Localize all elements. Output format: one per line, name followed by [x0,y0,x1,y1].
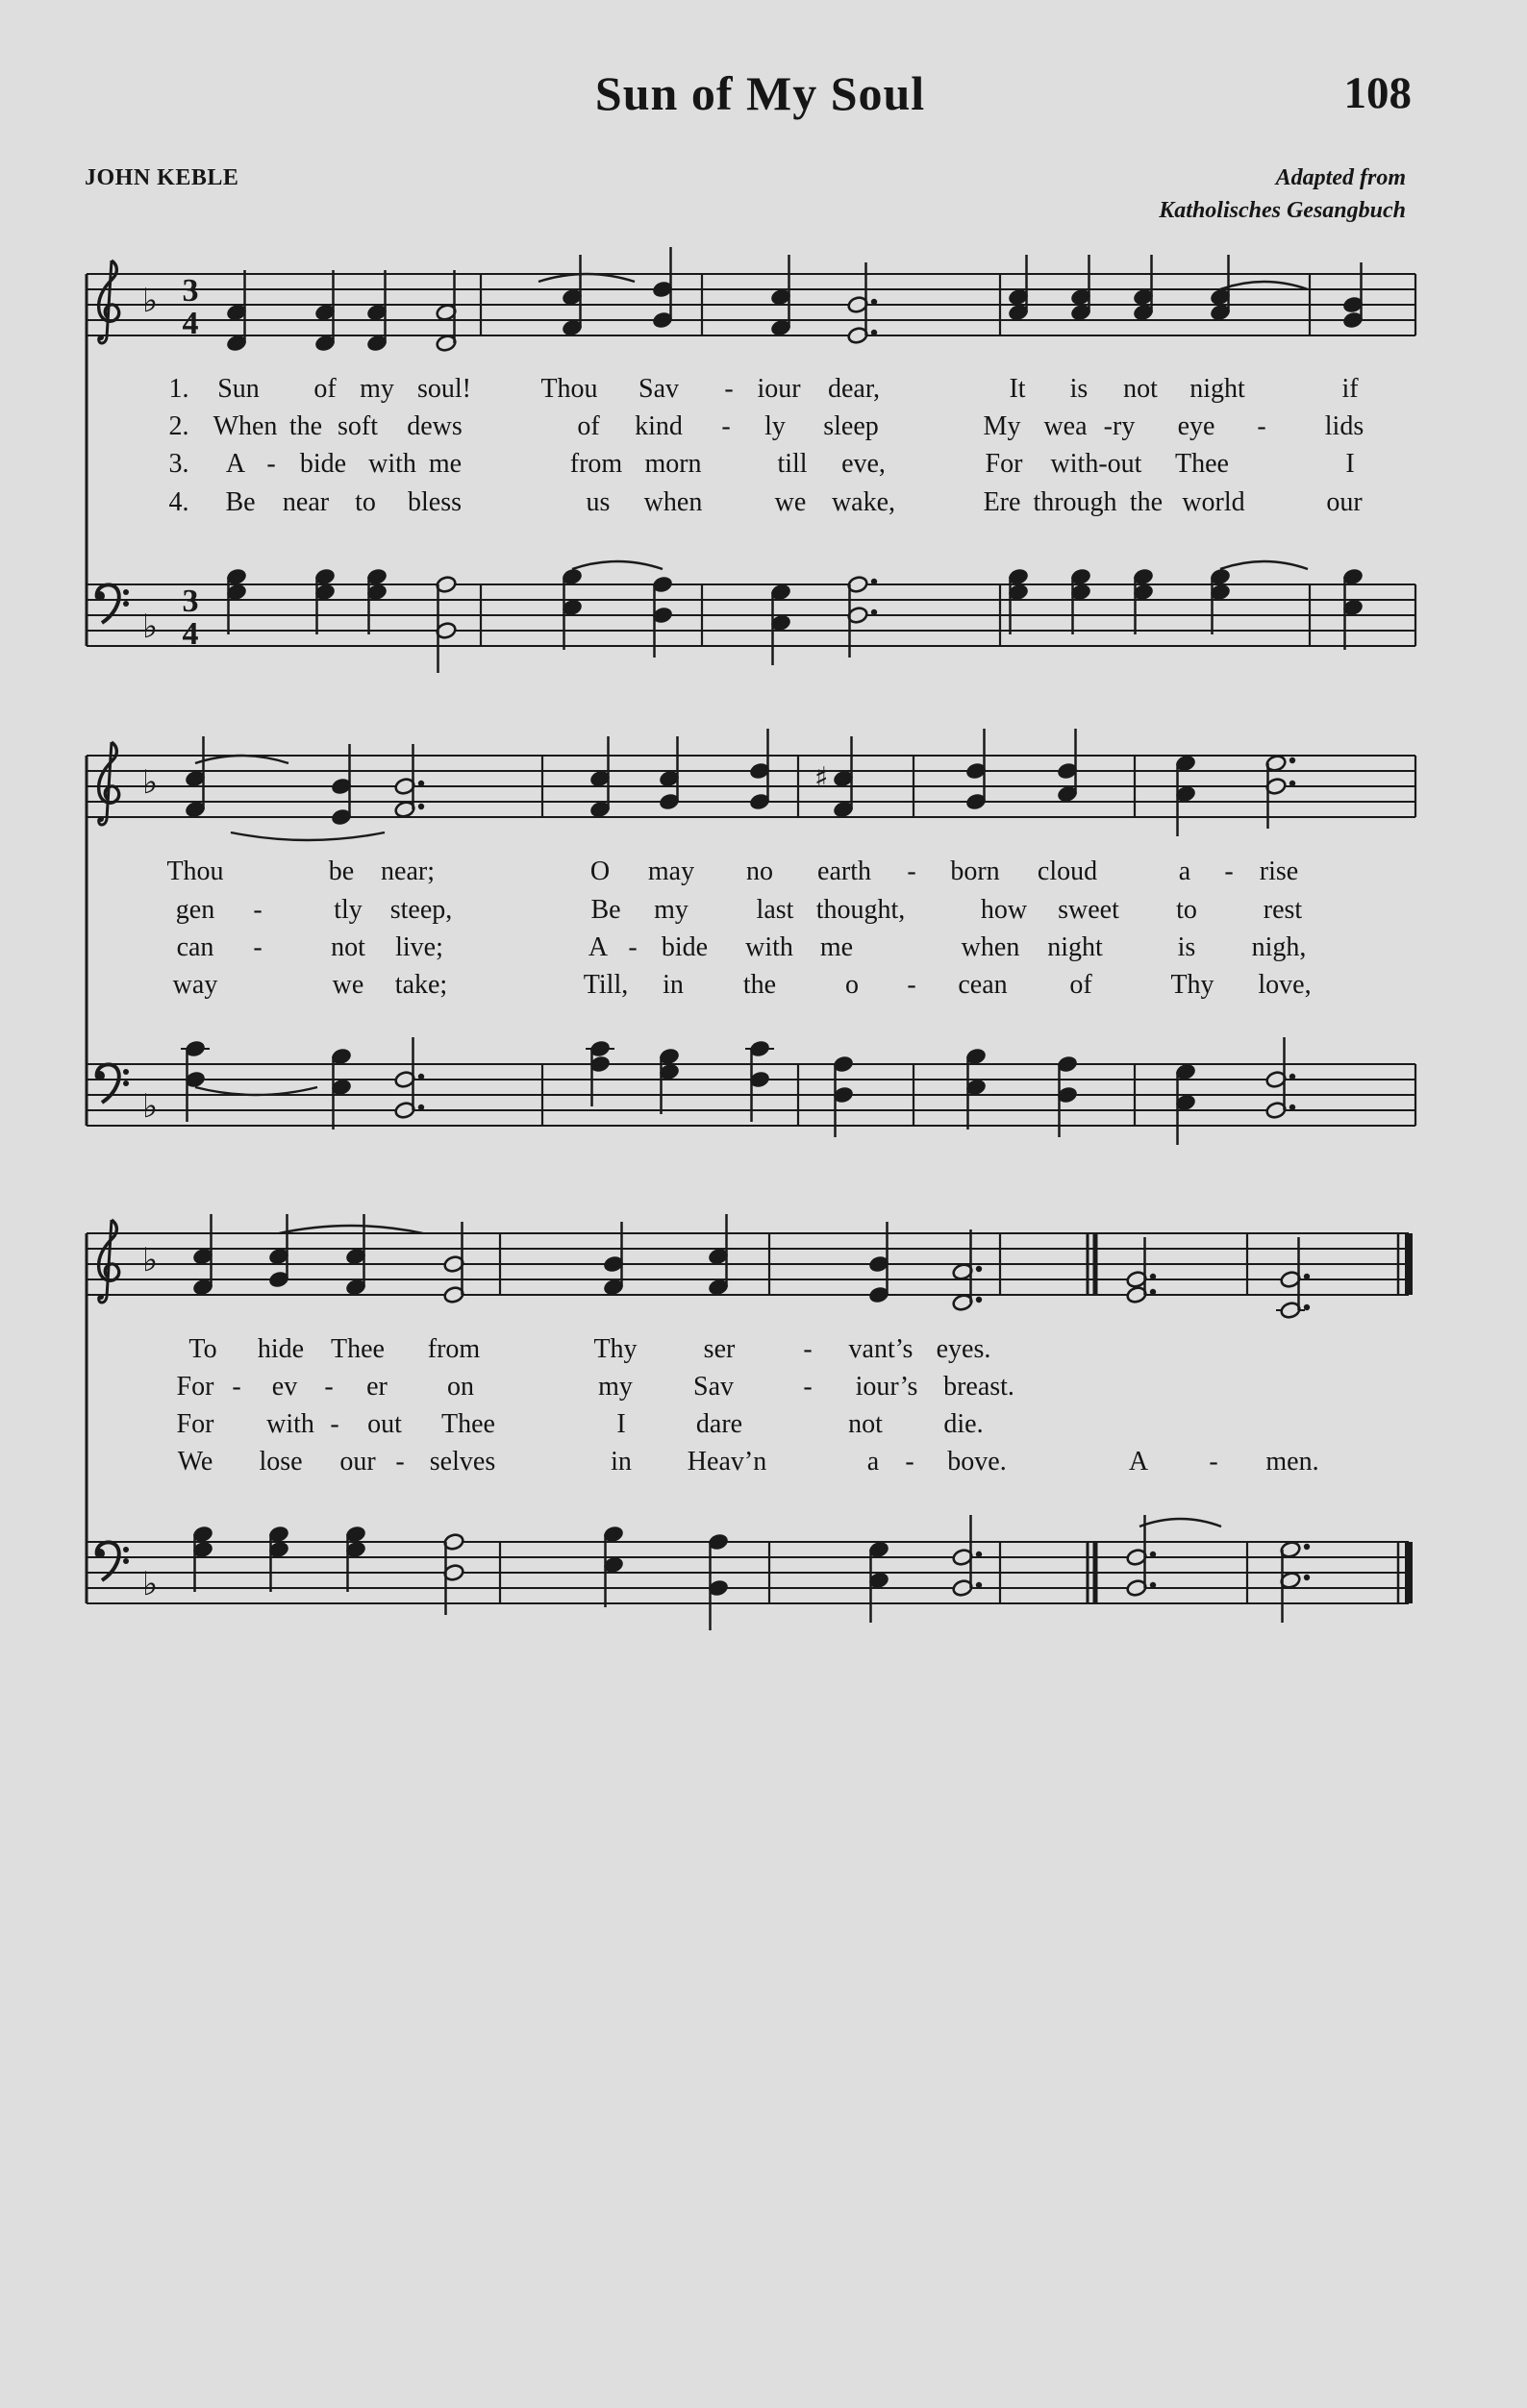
lyric-word: - [721,411,731,441]
lyric-word: eve, [841,449,886,479]
lyric-word: Sav [693,1372,734,1402]
lyric-word: till [777,449,808,479]
lyric-word: live; [395,932,443,962]
augmentation-dot [871,330,877,335]
slur [538,274,635,282]
lyric-word: - [324,1372,334,1402]
lyric-word: To [188,1334,217,1364]
lyric-word: out [367,1409,402,1439]
lyric-word: not [848,1409,883,1439]
lyric-word: gen [175,895,215,925]
lyric-word: wake, [831,487,896,517]
lyric-word: My [983,411,1021,441]
lyric-word: vant’s [848,1334,914,1364]
lyric-word: in [611,1447,632,1477]
lyric-word: For [985,449,1023,479]
augmentation-dot [1304,1274,1310,1279]
lyric-word: me [428,449,463,479]
augmentation-dot [418,804,424,809]
lyric-word: For [176,1372,214,1402]
lyric-word: my [598,1372,633,1402]
lyric-word: ev [271,1372,298,1402]
augmentation-dot [1150,1274,1156,1279]
lyric-word: of [313,374,337,404]
flat-sign: ♭ [142,1241,159,1279]
lyric-word: on [447,1372,474,1402]
flat-sign: ♭ [142,282,159,320]
augmentation-dot [976,1297,982,1303]
lyric-word: - [330,1409,339,1439]
lyric-word: die. [943,1409,984,1439]
lyric-word: 2. [168,411,189,441]
lyric-word: - [628,932,638,962]
lyric-word: It [1009,374,1026,404]
lyric-word: with-out [1050,449,1142,479]
author-name: JOHN KEBLE [85,165,239,190]
lyric-word: hide [257,1334,305,1364]
lyric-word: my [360,374,394,404]
lyric-word: For [176,1409,214,1439]
lyric-word: tly [334,895,363,925]
lyric-word: our [1326,487,1363,517]
credit-line-2: Katholisches Gesangbuch [1159,198,1406,223]
lyric-word: - [253,932,263,962]
hymn-title: Sun of My Soul [594,66,926,120]
lyric-word: 3. [168,449,189,479]
slur [195,756,288,763]
augmentation-dot [871,579,877,584]
augmentation-dot [418,1074,424,1080]
lyric-word: o [845,970,859,1000]
lyric-word: dear, [827,374,881,404]
lyric-word: the [742,970,777,1000]
lyric-word: may [647,856,695,886]
augmentation-dot [1150,1582,1156,1588]
lyric-word: Till, [583,970,629,1000]
lyric-word: Be [225,487,256,517]
lyric-word: thought, [815,895,906,925]
lyric-word: no [746,856,773,886]
lyric-word: lose [259,1447,303,1477]
lyric-word: Thy [593,1334,638,1364]
hymn-number: 108 [1343,68,1412,118]
slur [231,832,385,840]
lyric-word: - [395,1447,405,1477]
lyric-word: dare [695,1409,743,1439]
lyric-word: 1. [168,374,189,404]
lyric-word: We [177,1447,213,1477]
lyric-word: iour’s [855,1372,918,1402]
lyric-word: -ry [1103,411,1136,441]
flat-sign: ♭ [142,1565,159,1603]
credit-line-1: Adapted from [1275,165,1406,190]
lyric-word: - [803,1334,813,1364]
accidental: ♯ [814,761,829,795]
lyric-word: Thou [166,856,224,886]
lyric-word: not [1123,374,1158,404]
lyric-word: bove. [947,1447,1007,1477]
lyric-word: is [1069,374,1089,404]
lyric-word: - [724,374,734,404]
lyric-word: breast. [943,1372,1014,1402]
lyric-word: through [1033,487,1117,517]
lyric-word: Ere [983,487,1021,517]
slur [1220,561,1308,569]
lyric-word: with [266,1409,314,1439]
lyric-word: near [282,487,330,517]
lyric-word: kind [635,411,683,441]
lyric-word: love, [1258,970,1312,1000]
flat-sign: ♭ [142,608,159,646]
lyric-word: O [589,856,611,886]
lyric-word: Heav’n [687,1447,767,1477]
lyric-word: lids [1324,411,1364,441]
time-signature-denominator: 4 [182,616,199,652]
augmentation-dot [1289,757,1295,763]
lyric-word: bide [299,449,347,479]
lyric-word: - [907,970,916,1000]
lyric-word: iour [757,374,801,404]
lyric-word: I [616,1409,626,1439]
augmentation-dot [976,1582,982,1588]
flat-sign: ♭ [142,1087,159,1126]
lyric-word: er [366,1372,388,1402]
time-signature-numerator: 3 [182,273,199,309]
lyric-word: men. [1265,1447,1319,1477]
lyric-word: the [1129,487,1164,517]
augmentation-dot [1304,1304,1310,1310]
lyric-word: eye [1177,411,1215,441]
lyric-word: be [328,856,355,886]
lyric-word: Thou [540,374,598,404]
lyric-word: way [172,970,218,1000]
lyric-word: - [266,449,276,479]
lyric-word: of [1069,970,1092,1000]
augmentation-dot [871,299,877,305]
lyric-word: A [1128,1447,1149,1477]
lyric-word: from [569,449,623,479]
lyric-word: dews [407,411,463,441]
lyric-word: - [1224,856,1234,886]
augmentation-dot [1304,1575,1310,1580]
lyric-word: steep, [389,895,453,925]
slur [572,561,663,569]
augmentation-dot [871,609,877,615]
lyric-word: Thee [441,1409,495,1439]
slur [279,1226,423,1233]
lyric-word: is [1177,932,1196,962]
lyric-word: with [368,449,416,479]
lyric-word: 4. [168,487,189,517]
lyric-word: nigh, [1251,932,1307,962]
augmentation-dot [1289,781,1295,786]
lyric-word: ly [764,411,786,441]
lyric-word: bide [661,932,709,962]
lyric-word: rise [1259,856,1299,886]
lyric-word: of [577,411,600,441]
lyric-word: Thee [331,1334,385,1364]
lyric-word: - [1209,1447,1218,1477]
lyric-word: we [332,970,364,1000]
augmentation-dot [1150,1552,1156,1557]
lyric-word: from [427,1334,481,1364]
augmentation-dot [1289,1105,1295,1110]
lyric-word: my [654,895,688,925]
augmentation-dot [418,1105,424,1110]
lyric-word: our [339,1447,376,1477]
lyric-word: soul! [417,374,471,404]
slur [1139,1519,1221,1527]
lyric-word: us [586,487,611,517]
time-signature-denominator: 4 [182,306,199,341]
lyric-word: night [1047,932,1103,962]
lyric-word: Thee [1175,449,1229,479]
lyric-word: wea [1043,411,1088,441]
lyric-word: cloud [1037,856,1098,886]
lyric-word: I [1345,449,1355,479]
lyric-word: earth [817,856,871,886]
lyric-word: bless [408,487,462,517]
lyric-word: sleep [823,411,879,441]
augmentation-dot [1150,1289,1156,1295]
lyric-word: ser [703,1334,736,1364]
lyric-word: - [1257,411,1266,441]
flat-sign: ♭ [142,763,159,802]
lyric-word: A [588,932,609,962]
lyric-word: how [980,895,1028,925]
lyric-word: can [176,932,214,962]
lyric-word: if [1341,374,1359,404]
lyric-word: in [663,970,684,1000]
lyric-word: A [225,449,246,479]
lyric-word: when [961,932,1020,962]
lyric-word: me [819,932,854,962]
lyric-word: to [1176,895,1197,925]
augmentation-dot [976,1266,982,1272]
slur [1220,282,1308,289]
lyric-word: soft [338,411,378,441]
augmentation-dot [1304,1544,1310,1550]
lyric-word: with [745,932,793,962]
lyric-word: Sav [638,374,679,404]
lyric-word: Be [590,895,621,925]
lyric-word: - [232,1372,241,1402]
lyric-word: not [331,932,365,962]
time-signature-numerator: 3 [182,583,199,619]
lyric-word: last [756,895,794,925]
lyric-word: night [1189,374,1245,404]
lyric-word: we [774,487,807,517]
lyric-word: when [643,487,703,517]
lyric-word: to [355,487,376,517]
lyric-word: the [288,411,323,441]
lyric-word: world [1182,487,1245,517]
slur [195,1087,317,1095]
lyric-word: selves [429,1447,496,1477]
augmentation-dot [976,1552,982,1557]
lyric-word: - [253,895,263,925]
lyric-word: - [803,1372,813,1402]
lyric-word: born [950,856,1000,886]
lyric-word: a [866,1447,880,1477]
lyric-word: near; [381,856,435,886]
lyric-word: Sun [217,374,260,404]
lyric-word: When [213,411,278,441]
lyric-word: cean [958,970,1008,1000]
lyric-word: rest [1263,895,1303,925]
augmentation-dot [418,781,424,786]
lyric-word: morn [644,449,702,479]
lyric-word: - [907,856,916,886]
lyric-word: eyes. [936,1334,991,1364]
augmentation-dot [1289,1074,1295,1080]
lyric-word: sweet [1058,895,1119,925]
lyric-word: take; [394,970,448,1000]
lyric-word: Thy [1170,970,1214,1000]
lyric-word: - [905,1447,914,1477]
lyric-word: a [1178,856,1191,886]
